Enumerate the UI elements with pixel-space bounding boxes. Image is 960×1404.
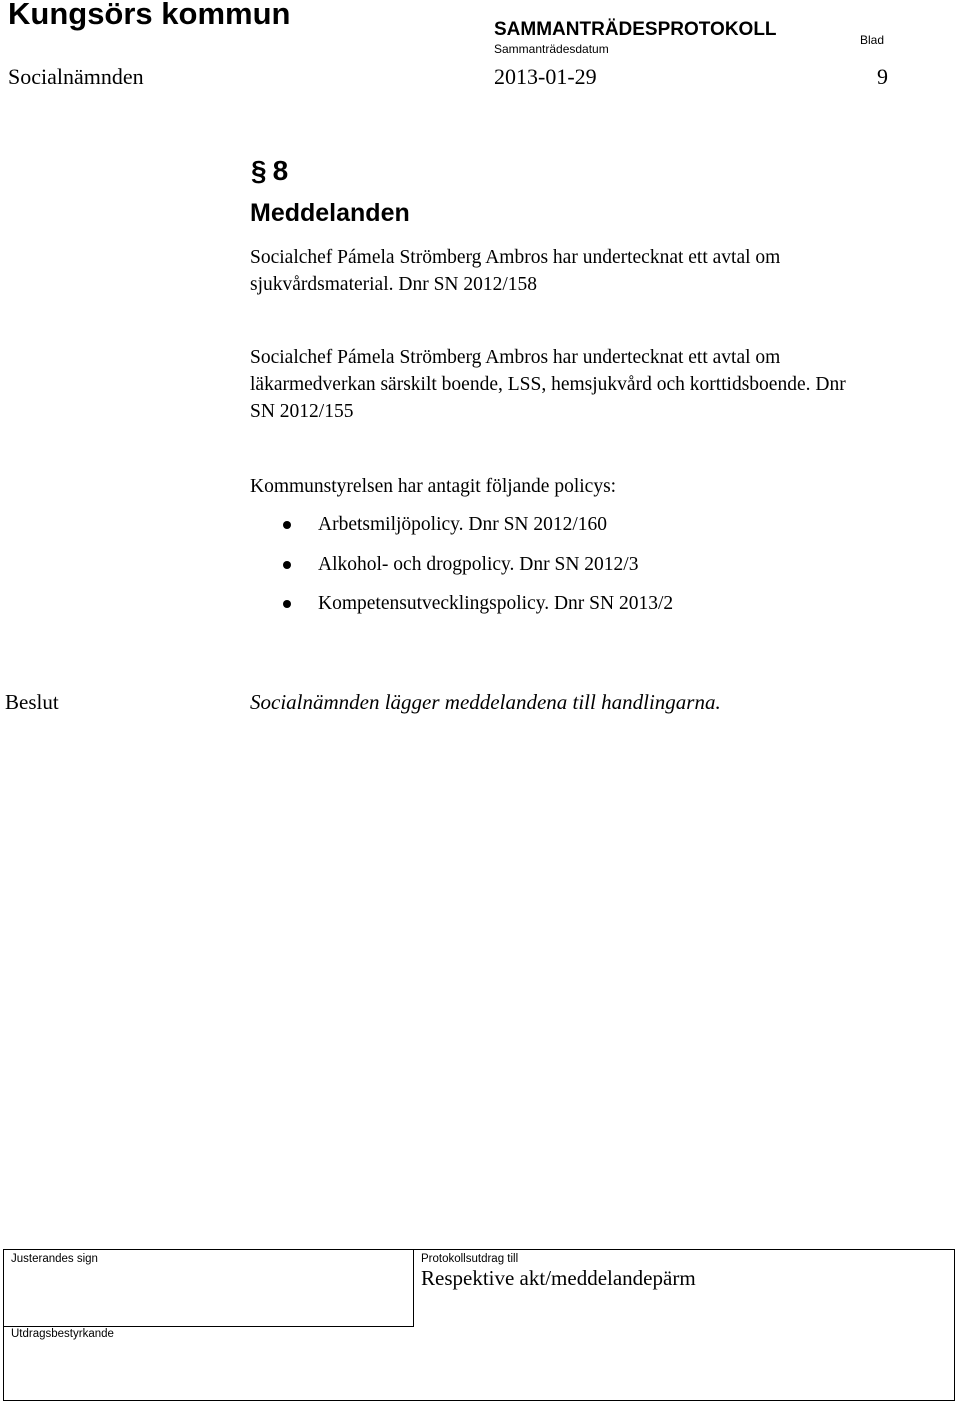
section-number-value: 8 <box>272 155 289 186</box>
paragraph-3: Kommunstyrelsen har antagit följande policys: <box>250 476 617 497</box>
list-item <box>250 549 673 589</box>
extract-certification-label: Utdragsbestyrkande <box>11 1328 114 1340</box>
bullet-icon <box>283 561 291 569</box>
policy-text: Kompetensutvecklingspolicy. Dnr SN 2013/2 <box>318 593 674 614</box>
document-type: SAMMANTRÄDESPROTOKOLL <box>494 19 777 40</box>
meeting-date-label: Sammanträdesdatum <box>494 42 609 56</box>
list-item <box>250 588 673 628</box>
committee-name: Socialnämnden <box>8 64 144 89</box>
box-divider-vertical <box>413 1249 414 1326</box>
page-label: Blad <box>860 33 885 47</box>
policy-text: Alkohol- och drogpolicy. Dnr SN 2012/3 <box>318 553 639 575</box>
meeting-date: 2013-01-29 <box>494 64 597 89</box>
page-number: 9 <box>877 64 888 89</box>
box-divider-horizontal <box>3 1326 414 1327</box>
bullet-icon <box>283 521 291 529</box>
decision-text: Socialnämnden lägger meddelandena till handlingarna. <box>250 690 721 714</box>
paragraph-2: Socialchef Pámela Strömberg Ambros har undertecknat ett avtal om läkarmedverkan särskilt boende, LSS, hemsjukvård och korttidsboende. Dnr SN 2012/155 <box>250 347 846 422</box>
extract-to-label: Protokollsutdrag till <box>421 1253 519 1265</box>
paragraph-symbol: § <box>251 155 267 186</box>
section-title: Meddelanden <box>250 199 410 227</box>
policy-text: Arbetsmiljöpolicy. Dnr SN 2012/160 <box>318 514 608 535</box>
decision-label: Beslut <box>5 690 59 714</box>
policy-list <box>250 509 673 628</box>
paragraph-1: Socialchef Pámela Strömberg Ambros har undertecknat ett avtal om sjukvårdsmaterial. Dnr SN 2012/158 <box>250 247 781 295</box>
bullet-icon <box>283 600 291 608</box>
list-item <box>250 509 673 549</box>
extract-to-value: Respektive akt/meddelandepärm <box>421 1266 696 1290</box>
municipality-name: Kungsörs kommun <box>8 0 291 31</box>
section-number <box>251 155 288 187</box>
adjuster-sign-label: Justerandes sign <box>11 1253 98 1265</box>
